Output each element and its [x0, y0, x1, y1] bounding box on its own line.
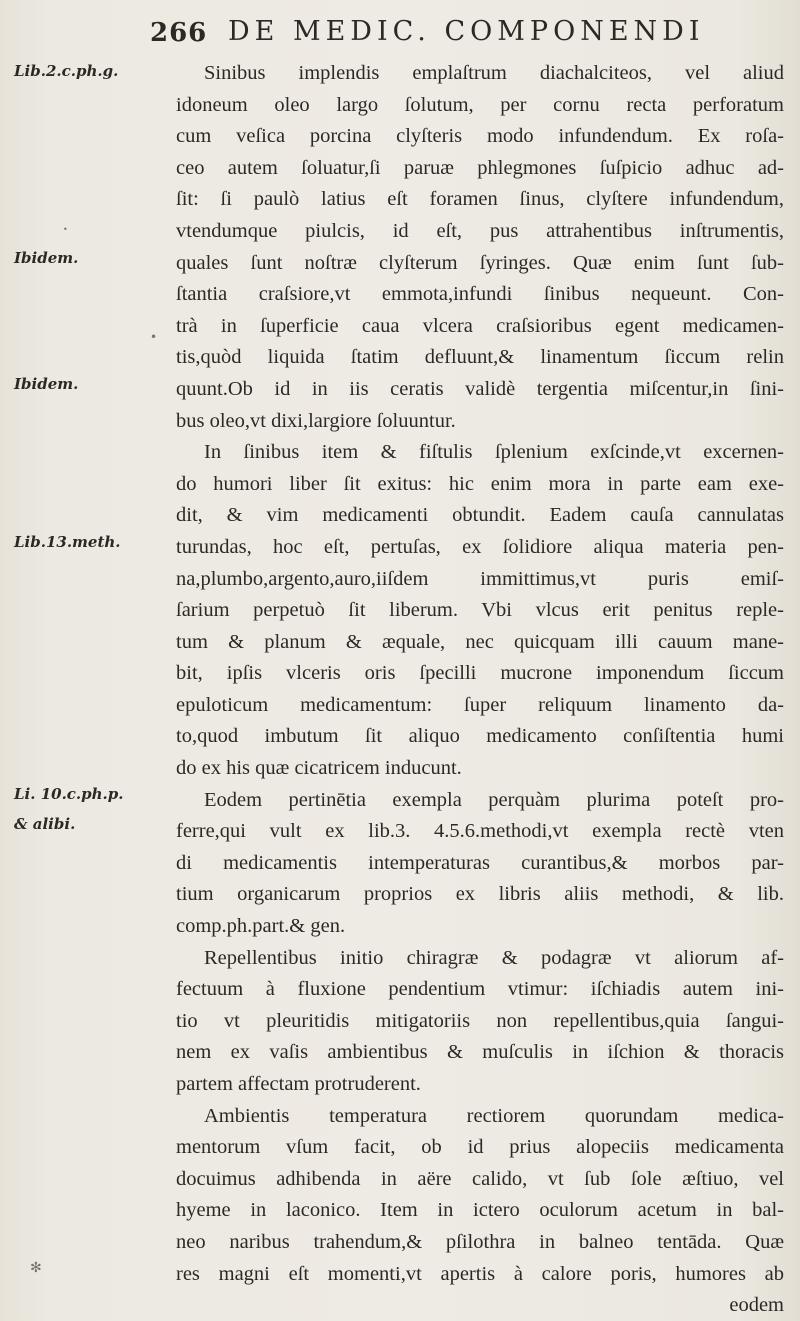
margin-note: Lib.13.meth. — [14, 533, 121, 551]
text-line: quales ſunt noſtræ clyſterum ſyringes. Quæ enim ſunt ſub- — [176, 251, 784, 274]
margin-note: Ibidem. — [14, 375, 79, 393]
margin-note: Li. 10.c.ph.p. — [14, 785, 124, 803]
text-line: tum & planum & æquale, nec quicquam illi cauum mane- — [176, 630, 784, 653]
margin-notes — [0, 0, 190, 1321]
page-header — [150, 12, 790, 52]
text-line: comp.ph.part.& gen. — [176, 915, 346, 938]
text-line: nem ex vaſis ambientibus & muſculis in iſchion & thoracis — [176, 1041, 784, 1064]
text-line: Ambientis temperatura rectiorem quorundam medica- — [204, 1104, 784, 1127]
text-line: dit, & vim medicamenti obtundit. Eadem cauſa cannulatas — [176, 504, 784, 527]
text-line: In ſinibus item & fiſtulis ſplenium exſcinde,vt excernen- — [204, 441, 784, 464]
text-line: docuimus adhibenda in aëre calido, vt ſub ſole æſtiuo, vel — [176, 1167, 784, 1190]
text-line: bus oleo,vt dixi,largiore ſoluuntur. — [176, 409, 456, 432]
text-line: ſarium perpetuò ſit liberum. Vbi vlcus erit penitus reple- — [176, 599, 784, 622]
text-line: mentorum vſum facit, ob id prius alopeciis medicamenta — [176, 1136, 784, 1159]
page-speck: • — [63, 225, 68, 234]
page-speck: ✻ — [30, 1260, 42, 1276]
running-title: DE MEDIC. COMPONENDI — [228, 16, 705, 47]
text-line: Sinibus implendis emplaſtrum diachalciteos, vel aliud — [204, 62, 784, 84]
text-line: tis,quòd liquida ſtatim defluunt,& linamentum ſiccum relin — [176, 346, 784, 369]
catchword: eodem — [729, 1294, 784, 1317]
page-speck: • — [150, 330, 158, 344]
text-line: bit, ipſis vlceris oris ſpecilli mucrone imponendum ſiccum — [176, 662, 784, 685]
text-line: ſtantia craſsiore,vt emmota,infundi ſinibus nequeunt. Con- — [176, 283, 784, 306]
text-line: na,plumbo,argento,auro,iiſdem immittimus,vt puris emiſ- — [176, 567, 784, 590]
text-line: ferre,qui vult ex lib.3. 4.5.6.methodi,vt exempla rectè vten — [176, 820, 784, 843]
text-line: vtendumque piulcis, id eſt, pus attrahentibus inſtrumentis, — [176, 219, 784, 242]
text-line: ceo autem ſoluatur,ſi paruæ phlegmones ſuſpicio adhuc ad- — [176, 156, 784, 179]
text-line: tio vt pleuritidis mitigatoriis non repellentibus,quia ſangui- — [176, 1009, 784, 1032]
text-line: hyeme in laconico. Item in ictero oculorum acetum in bal- — [176, 1199, 784, 1222]
margin-note: Ibidem. — [14, 249, 79, 267]
text-line: fectuum à fluxione pendentium vtimur: iſchiadis autem ini- — [176, 978, 784, 1001]
margin-note: & alibi. — [14, 815, 76, 833]
text-line: to,quod imbutum ſit aliquo medicamento conſiſtentia humi — [176, 725, 784, 748]
text-line: do ex his quæ cicatricem inducunt. — [176, 757, 462, 780]
text-line: idoneum oleo largo ſolutum, per cornu recta perforatum — [176, 93, 784, 116]
text-line: quunt.Ob id in iis ceratis validè tergentia miſcentur,in ſini- — [176, 377, 784, 400]
text-line: res magni eſt momenti,vt apertis à calore poris, humores ab — [176, 1262, 784, 1285]
text-line: tium organicarum proprios ex libris aliis methodi, & lib. — [176, 883, 784, 906]
text-line: di medicamentis intemperaturas curantibus,& morbos par- — [176, 851, 784, 874]
page-number: 266 — [150, 18, 208, 48]
text-line: turundas, hoc eſt, pertuſas, ex ſolidiore aliqua materia pen- — [176, 535, 784, 558]
text-line: neo naribus trahendum,& pſilothra in balneo tentāda. Quæ — [176, 1230, 784, 1253]
text-line: ſit: ſi paulò latius eſt foramen ſinus, clyſtere infundendum, — [176, 188, 784, 211]
body-text — [176, 58, 784, 1321]
text-line: epuloticum medicamentum: ſuper reliquum linamento da- — [176, 693, 784, 716]
text-line: do humori liber ſit exitus: hic enim mora in parte eam exe- — [176, 472, 784, 495]
text-line: partem affectam protruderent. — [176, 1073, 421, 1095]
margin-note: Lib.2.c.ph.g. — [14, 62, 119, 80]
text-line: Eodem pertinētia exempla perquàm plurima poteſt pro- — [204, 788, 784, 811]
text-line: cum veſica porcina clyſteris modo infundendum. Ex roſa- — [176, 125, 784, 148]
text-line: trà in ſuperficie caua vlcera craſsioribus egent medicamen- — [176, 314, 784, 337]
text-line: Repellentibus initio chiragræ & podagræ vt aliorum af- — [204, 946, 784, 969]
